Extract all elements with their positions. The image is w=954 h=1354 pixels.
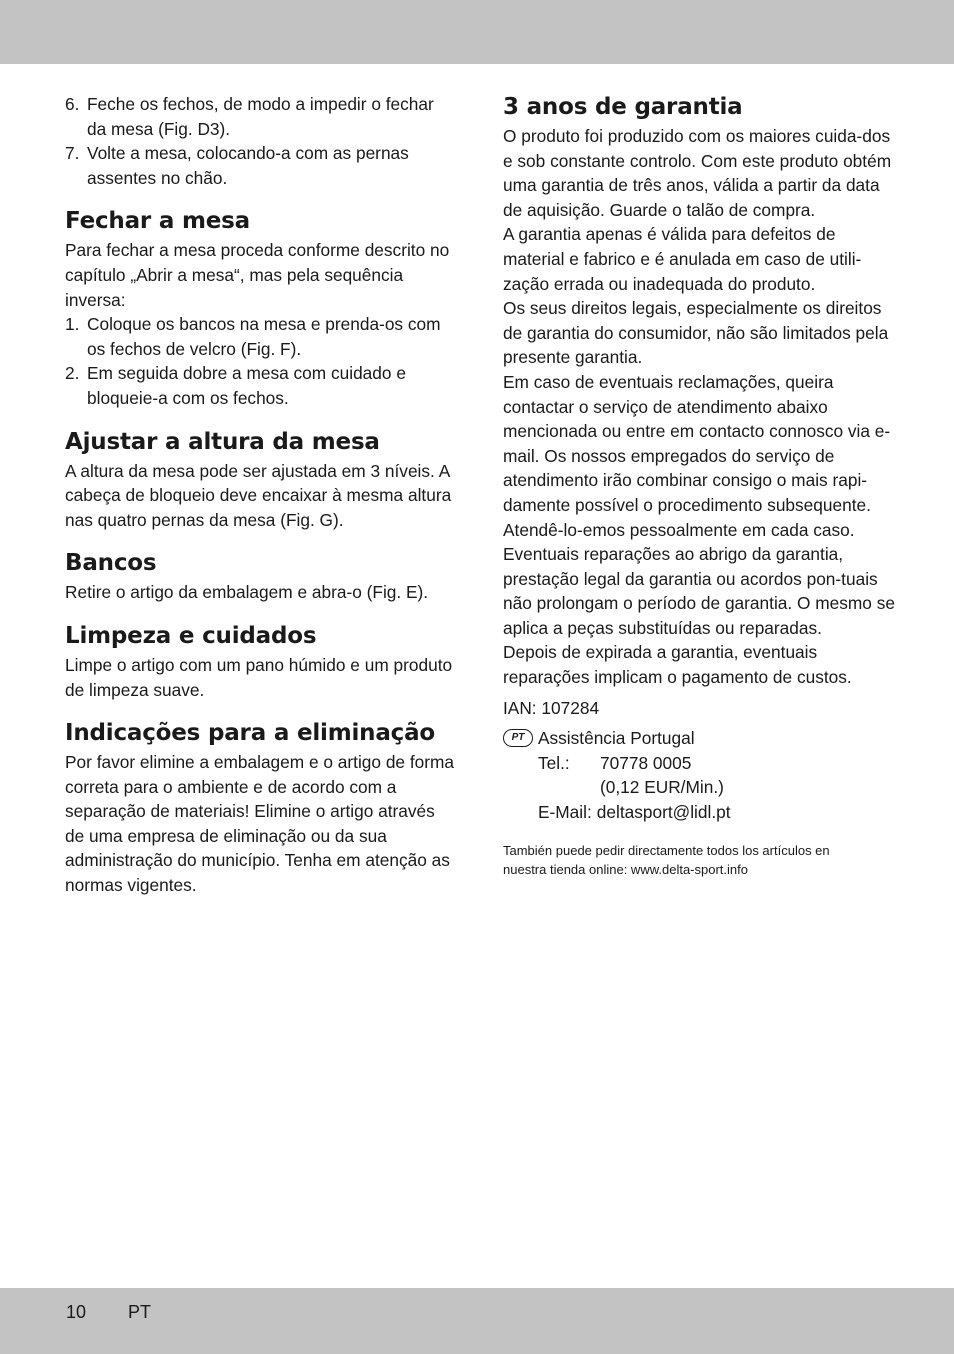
language-code: PT [128,1302,152,1322]
header-bar [0,0,954,64]
phone-row [538,751,895,776]
email-value: deltasport@lidl.pt [596,802,731,823]
section-heading-bancos: Bancos [65,550,157,577]
online-shop-note: También puede pedir directamente todos los artículos en nuestra tienda online: www.delta-sport.info [503,842,830,877]
right-column [503,92,895,879]
email-label: E-Mail: [538,802,592,823]
country-badge-icon: PT [503,729,533,747]
limpeza-body: Limpe o artigo com um pano húmido e um produto de limpeza suave. [65,654,453,700]
contact-title: Assistência Portugal [538,728,695,749]
ian-number: IAN: 107284 [503,697,600,718]
garantia-paragraph: A garantia apenas é válida para defeitos de material e fabrico e é anulada em caso de utili-zação errada ou inadequada do produto. [503,224,862,294]
phone-price-row [538,775,895,800]
garantia-paragraph: O produto foi produzido com os maiores cuida-dos e sob constante controlo. Com este produto obtém uma garantia de três anos, válida a partir da data de aquisição. Guarde o talão de compra. [503,126,892,220]
eliminacao-body: Por favor elimine a embalagem e o artigo de forma correta para o ambiente e de acordo com a separação de materiais! Elimine o artigo através de uma empresa de eliminação ou da sua administração do município. Tenha em atenção as normas vigentes. [65,752,455,896]
phone-label: Tel.: [538,752,570,773]
contact-title-row [503,726,895,751]
list-item: 6. Feche os fechos, de modo a impedir o fechar da mesa (Fig. D3). [65,94,434,139]
garantia-paragraph: Depois de expirada a garantia, eventuais reparações implicam o pagamento de custos. [503,642,852,688]
page-number: 10 [66,1302,87,1322]
fechar-intro: Para fechar a mesa proceda conforme descrito no capítulo „Abrir a mesa“, mas pela sequência inversa: [65,240,450,310]
fechar-steps-list [65,312,457,410]
contact-block [503,726,895,824]
section-heading-fechar: Fechar a mesa [65,208,250,235]
section-heading-garantia: 3 anos de garantia [503,94,743,120]
phone-price: (0,12 EUR/Min.) [600,777,724,798]
section-heading-ajustar: Ajustar a altura da mesa [65,428,380,455]
intro-steps-list [65,92,457,190]
list-item: 2. Em seguida dobre a mesa com cuidado e bloqueie-a com os fechos. [65,363,406,408]
garantia-paragraph: Eventuais reparações ao abrigo da garantia, prestação legal da garantia ou acordos pon-tuais não prolongam o período de garantia. O mesmo se aplica a peças substituídas ou reparadas. [503,544,895,638]
left-column [65,92,457,898]
ajustar-body: A altura da mesa pode ser ajustada em 3 níveis. A cabeça de bloqueio deve encaixar à mesma altura nas quatro pernas da mesa (Fig. G). [65,460,452,530]
phone-value: 70778 0005 [600,752,692,773]
contact-details [538,751,895,825]
email-row [538,800,895,825]
list-item: 1. Coloque os bancos na mesa e prenda-os com os fechos de velcro (Fig. F). [65,314,441,359]
garantia-paragraph: Em caso de eventuais reclamações, queira contactar o serviço de atendimento abaixo mencionada ou entre em contacto connosco via e-mail. Os nossos empregados do serviço de atendimento irão combinar consigo o mais rapi-damente possível o procedimento subsequente. Atendê-lo-emos pessoalmente em cada caso. [503,371,891,540]
section-heading-limpeza: Limpeza e cuidados [65,622,317,649]
garantia-paragraph: Os seus direitos legais, especialmente os direitos de garantia do consumidor, não são limitados pela presente garantia. [503,298,889,368]
list-item: 7. Volte a mesa, colocando-a com as pernas assentes no chão. [65,143,409,188]
bancos-body: Retire o artigo da embalagem e abra-o (Fig. E). [65,582,429,603]
section-heading-eliminacao: Indicações para a eliminação [65,720,436,747]
